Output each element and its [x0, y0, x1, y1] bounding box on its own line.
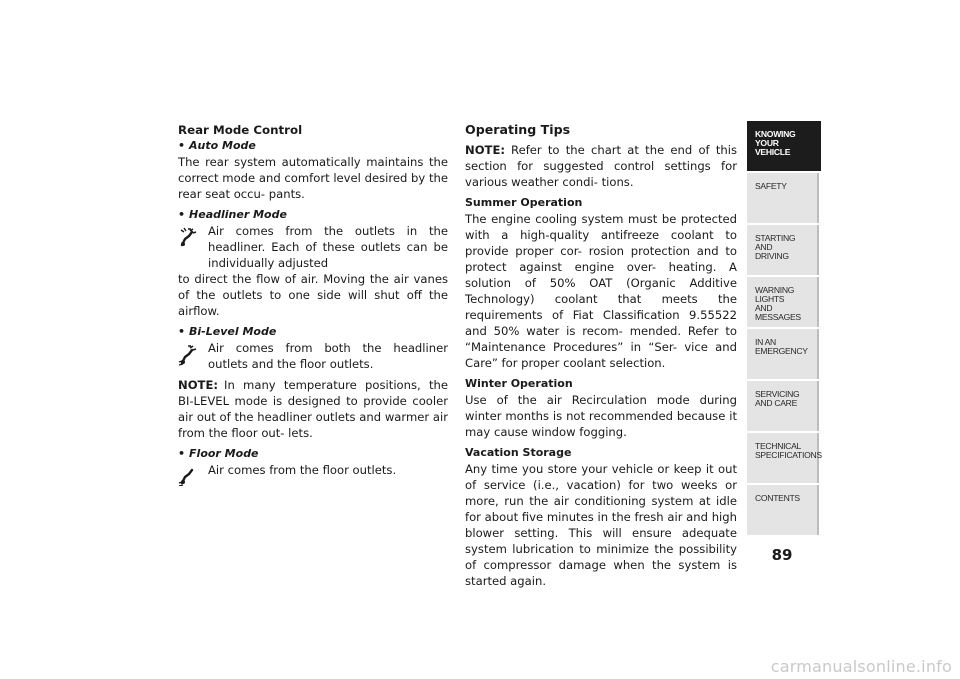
bilevel-mode-text: Air comes from both the headliner outlets and the floor outlets.: [208, 341, 448, 371]
headliner-mode-text-continued: to direct the flow of air. Moving the air vanes of the outlets to one side will shut off the airflow.: [178, 272, 448, 318]
summer-operation-text: The engine cooling system must be protected with a high-quality antifreeze coolant to provide proper cor- rosion protection and to protect against engine over- heating. A solution of 50% OAT (Organic Additive Technology) coolant that meets the requirements of Fiat Classification 9.55522 and 50% water is recom- mended. Refer to “Maintenance Procedures” in “Ser- vice and Care” for proper coolant selection.: [465, 212, 737, 370]
note-label-right: NOTE:: [465, 143, 506, 157]
tab-knowing-your-vehicle[interactable]: KNOWING YOUR VEHICLE: [747, 121, 821, 171]
operating-tips-note: NOTE: Refer to the chart at the end of this section for suggested control settings for various weather condi- tions.: [465, 143, 737, 189]
vacation-storage-title: Vacation Storage: [465, 446, 572, 459]
note-label: NOTE:: [178, 378, 219, 392]
note-paragraph: [178, 377, 448, 441]
headliner-mode-title: • Headliner Mode: [178, 208, 287, 221]
floor-mode-icon: [178, 462, 208, 490]
bilevel-mode-icon: [178, 340, 208, 370]
headliner-mode-text: Air comes from the outlets in the headliner. Each of these outlets can be individually adjusted: [208, 224, 448, 270]
section-tabs: [747, 121, 822, 541]
page-number: 89: [771, 546, 793, 564]
note-text: In many temperature positions, the BI-LEVEL mode is designed to provide cooler air out of the headliner outlets and warmer air from the floor out- lets.: [178, 378, 448, 440]
winter-operation-title: Winter Operation: [465, 377, 573, 390]
bilevel-mode-row: [178, 340, 448, 372]
tab-technical-specifications[interactable]: TECHNICAL SPECIFICATIONS: [747, 433, 819, 483]
vacation-storage-text: Any time you store your vehicle or keep it out of service (i.e., vacation) for two weeks or more, run the air conditioning system at idle for about five minutes in the fresh air and high blower setting. This will ensure adequate system lubrication to minimize the possibility of compressor damage when the system is started again.: [465, 462, 737, 588]
summer-operation-title: Summer Operation: [465, 196, 583, 209]
floor-mode-title: • Floor Mode: [178, 447, 259, 460]
tab-safety[interactable]: SAFETY: [747, 173, 819, 223]
watermark: carmanualsonline.info: [770, 657, 952, 676]
left-column: [178, 122, 448, 490]
winter-operation-text: Use of the air Recirculation mode during winter months is not recommended because it may cause window fogging.: [465, 393, 737, 439]
floor-mode-row: [178, 462, 448, 490]
tab-contents[interactable]: CONTENTS: [747, 485, 819, 535]
tab-in-an-emergency[interactable]: IN AN EMERGENCY: [747, 329, 819, 379]
auto-mode-text: The rear system automatically maintains the correct mode and comfort level desired by the rear seat occu- pants.: [178, 155, 448, 201]
headliner-mode-row: [178, 223, 448, 271]
rear-mode-heading: Rear Mode Control: [178, 123, 303, 137]
headliner-mode-icon: [178, 223, 208, 251]
auto-mode-title: • Auto Mode: [178, 139, 256, 152]
bilevel-mode-title: • Bi-Level Mode: [178, 325, 277, 338]
right-column: [465, 122, 737, 589]
floor-mode-text: Air comes from the floor outlets.: [208, 463, 397, 477]
tab-servicing-and-care[interactable]: SERVICING AND CARE: [747, 381, 819, 431]
tab-warning-lights[interactable]: WARNING LIGHTS AND MESSAGES: [747, 277, 819, 327]
operating-tips-heading: Operating Tips: [465, 122, 571, 137]
tab-starting-and-driving[interactable]: STARTING AND DRIVING: [747, 225, 819, 275]
